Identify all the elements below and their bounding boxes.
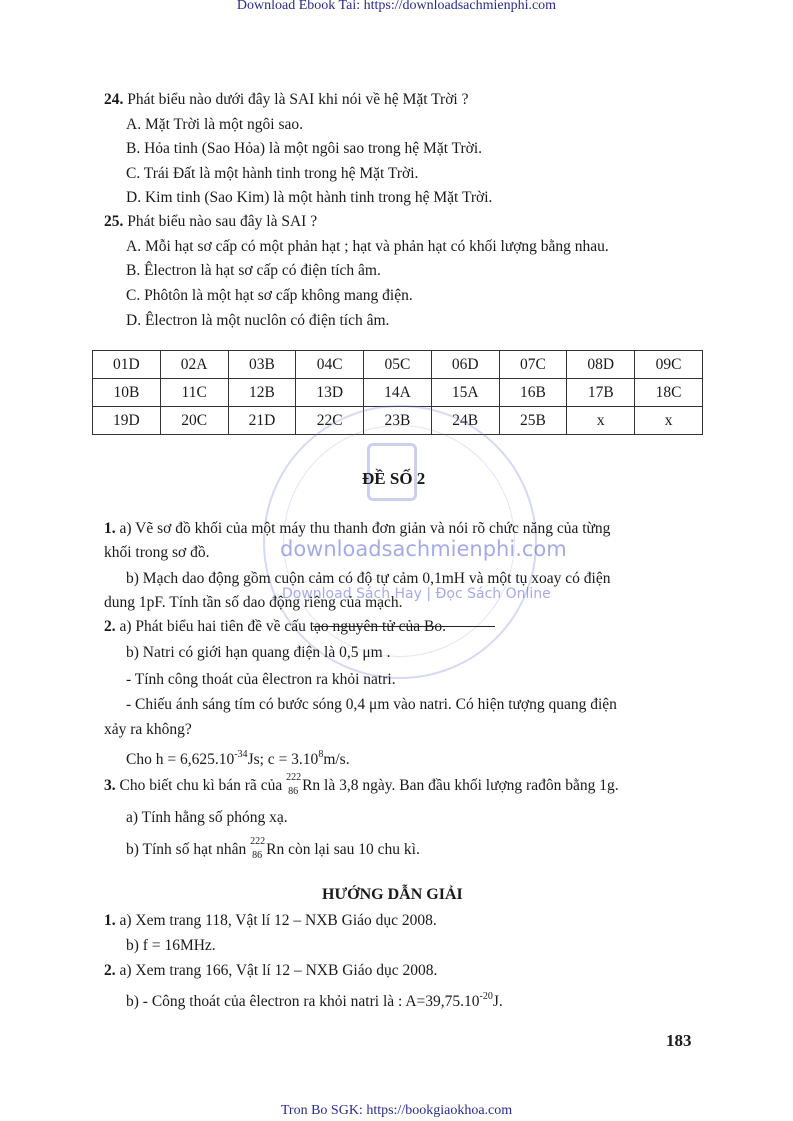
answer-cell: 13D: [296, 379, 364, 407]
watermark-tagline: Download Sách Hay | Đọc Sách Online: [282, 586, 551, 602]
option-a: A. Mặt Trời là một ngôi sao.: [126, 116, 303, 133]
radon-nuclide: 222 86: [286, 772, 302, 797]
option-c: C. Phôtôn là một hạt sơ cấp không mang điện.: [126, 287, 413, 304]
answer-cell: 12B: [228, 379, 296, 407]
answer-cell: 16B: [499, 379, 567, 407]
answer-cell: 11C: [160, 379, 228, 407]
answer-cell: 02A: [160, 351, 228, 379]
answer-cell: 08D: [567, 351, 635, 379]
section-title: ĐỀ SỐ 2: [362, 469, 426, 488]
given-h: Cho h = 6,625.10: [126, 751, 235, 768]
header-download-note: Download Ebook Tai: https://downloadsachmienphi.com: [236, 0, 557, 13]
option-b: B. Hỏa tinh (Sao Hỏa) là một ngôi sao trong hệ Mặt Trời.: [126, 140, 483, 157]
watermark-site: downloadsachmienphi.com: [280, 537, 567, 561]
answer-cell: 20C: [160, 407, 228, 435]
problem-number: 1.: [104, 520, 116, 537]
guide-2a: [104, 961, 437, 981]
problem-1a-line2: khối trong sơ đồ.: [104, 544, 210, 561]
page-number: 183: [666, 1031, 692, 1050]
question-number: 24.: [104, 91, 124, 108]
guide-unit: J.: [492, 993, 503, 1010]
answer-row: [93, 351, 703, 379]
element-symbol: Rn: [302, 777, 321, 794]
option-b: B. Êlectron là hạt sơ cấp có điện tích âm.: [126, 262, 381, 279]
guide-1b: b) f = 16MHz.: [126, 937, 216, 954]
problem-text-pre: b) Tính số hạt nhân: [126, 841, 247, 858]
answer-row: [93, 379, 703, 407]
problem-text-post: còn lại sau 10 chu kì.: [288, 841, 420, 858]
problem-2b-part2-line1: - Chiếu ánh sáng tím có bước sóng 0,4 μm vào natri. Có hiện tượng quang điện: [126, 696, 617, 713]
option-d: D. Êlectron là một nuclôn có điện tích âm.: [126, 312, 390, 329]
answer-cell: 25B: [499, 407, 567, 435]
answer-cell: 21D: [228, 407, 296, 435]
given-unit: m/s.: [323, 751, 350, 768]
answer-cell: 22C: [296, 407, 364, 435]
problem-2b: b) Natri có giới hạn quang điện là 0,5 μm .: [126, 644, 391, 661]
answer-cell: 15A: [431, 379, 499, 407]
problem-number: 3.: [104, 777, 116, 794]
question-number: 25.: [104, 213, 124, 230]
answer-cell: 18C: [635, 379, 703, 407]
question-25: [104, 212, 317, 232]
guide-title: HƯỚNG DẪN GIẢI: [322, 886, 463, 903]
question-stem: Phát biểu nào dưới đây là SAI khi nói về hệ Mặt Trời ?: [127, 91, 469, 108]
element-symbol: Rn: [266, 841, 285, 858]
answer-cell: 06D: [431, 351, 499, 379]
answer-cell: 19D: [93, 407, 161, 435]
question-stem: Phát biểu nào sau đây là SAI ?: [127, 213, 318, 230]
problem-number: 2.: [104, 618, 116, 635]
problem-1b-line2: dung 1pF. Tính tần số dao động riêng của mạch.: [104, 594, 403, 611]
answer-cell: x: [567, 407, 635, 435]
problem-text-post: là 3,8 ngày. Ban đầu khối lượng rađôn bằng 1g.: [324, 777, 619, 794]
problem-2a: [104, 617, 446, 637]
problem-2b-part1: - Tính công thoát của êlectron ra khỏi natri.: [126, 671, 396, 688]
given-c: Js; c = 3.10: [247, 751, 319, 768]
radon-nuclide: 222 86: [250, 836, 266, 861]
answer-cell: 10B: [93, 379, 161, 407]
guide-number: 1.: [104, 912, 116, 929]
problem-2b-part2-line2: xảy ra không?: [104, 721, 192, 738]
answer-cell: 09C: [635, 351, 703, 379]
option-a: A. Mỗi hạt sơ cấp có một phản hạt ; hạt và phản hạt có khối lượng bằng nhau.: [126, 238, 609, 255]
answer-cell: 14A: [364, 379, 432, 407]
problem-1a-line1: [104, 519, 610, 539]
guide-exponent: -20: [479, 991, 493, 1002]
guide-text: b) - Công thoát của êlectron ra khỏi natri là : A=39,75.10: [126, 993, 480, 1010]
answer-cell: 04C: [296, 351, 364, 379]
problem-3b: [126, 836, 420, 861]
guide-text: a) Xem trang 118, Vật lí 12 – NXB Giáo dục 2008.: [119, 912, 437, 929]
option-d: D. Kim tinh (Sao Kim) là một hành tinh trong hệ Mặt Trời.: [126, 189, 493, 206]
option-c: C. Trái Đất là một hành tinh trong hệ Mặt Trời.: [126, 165, 419, 182]
answer-cell: 23B: [364, 407, 432, 435]
guide-2b: [126, 987, 503, 1012]
guide-text: a) Xem trang 166, Vật lí 12 – NXB Giáo dục 2008.: [119, 962, 438, 979]
problem-1b-line1: b) Mạch dao động gồm cuộn cảm có độ tự cảm 0,1mH và một tụ xoay có điện: [126, 570, 611, 587]
answer-cell: 01D: [93, 351, 161, 379]
given-h-exponent: -34: [234, 749, 248, 760]
problem-3a: a) Tính hằng số phóng xạ.: [126, 809, 288, 826]
answer-cell: x: [635, 407, 703, 435]
answer-cell: 17B: [567, 379, 635, 407]
problem-text: a) Phát biểu hai tiên đề về cấu tạo nguyên tử của Bo.: [119, 618, 446, 635]
footer-sgk-note: Tron Bo SGK: https://bookgiaokhoa.com: [280, 1103, 513, 1118]
guide-number: 2.: [104, 962, 116, 979]
answer-cell: 03B: [228, 351, 296, 379]
answer-cell: 05C: [364, 351, 432, 379]
guide-1a: [104, 911, 437, 931]
question-24: [104, 90, 468, 110]
answer-cell: 24B: [431, 407, 499, 435]
problem-text-pre: Cho biết chu kì bán rã của: [119, 777, 283, 794]
answer-cell: 07C: [499, 351, 567, 379]
given-c-exponent: 8: [318, 749, 324, 760]
strike-mark: [313, 626, 495, 627]
problem-3: [104, 772, 619, 797]
problem-2-given: [126, 745, 350, 770]
problem-text: a) Vẽ sơ đồ khối của một máy thu thanh đơn giản và nói rõ chức năng của từng: [119, 520, 611, 537]
